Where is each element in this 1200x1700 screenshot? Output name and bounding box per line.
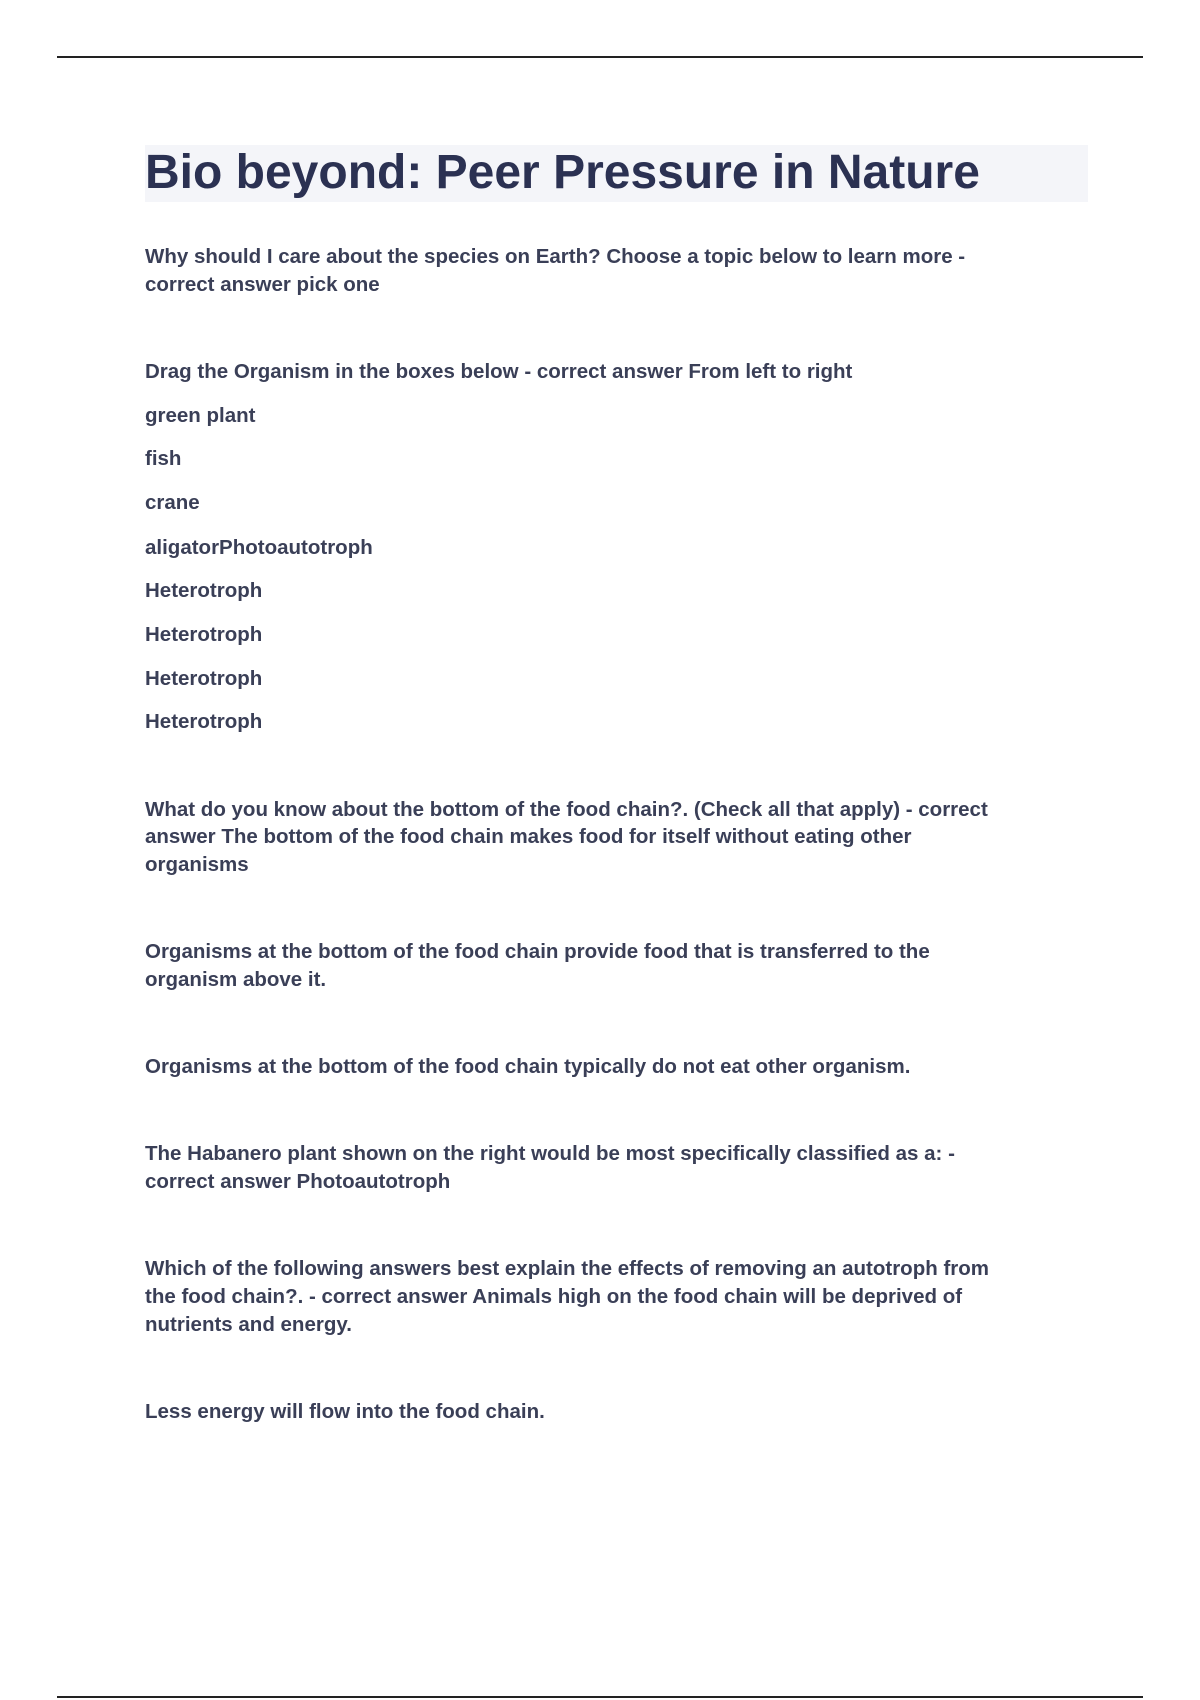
- organism-item: aligatorPhotoautotroph: [145, 536, 373, 559]
- organism-item: fish: [145, 447, 182, 470]
- q4-line-2: correct answer Photoautotroph: [145, 1170, 451, 1193]
- top-rule: [57, 56, 1143, 58]
- q5-line-3: nutrients and energy.: [145, 1313, 352, 1336]
- q4-line-1: The Habanero plant shown on the right would be most specifically classified as a: -: [145, 1142, 955, 1165]
- q3-line-1: What do you know about the bottom of the food chain?. (Check all that apply) - correct: [145, 798, 988, 821]
- q3-extra1-line-1: Organisms at the bottom of the food chain provide food that is transferred to the: [145, 940, 930, 963]
- organism-item: crane: [145, 491, 200, 514]
- q3-line-3: organisms: [145, 853, 249, 876]
- q5-line-2: the food chain?. - correct answer Animals high on the food chain will be deprived of: [145, 1285, 963, 1308]
- page-title: Bio beyond: Peer Pressure in Nature: [145, 146, 980, 199]
- q1-line-1: Why should I care about the species on Earth? Choose a topic below to learn more -: [145, 245, 966, 268]
- q3-line-2: answer The bottom of the food chain makes food for itself without eating other: [145, 825, 912, 848]
- q5-extra-line-1: Less energy will flow into the food chain.: [145, 1400, 545, 1423]
- organism-item: Heterotroph: [145, 667, 263, 690]
- q5-line-1: Which of the following answers best explain the effects of removing an autotroph from: [145, 1257, 989, 1280]
- q3-extra1-line-2: organism above it.: [145, 968, 327, 991]
- bottom-rule: [57, 1696, 1143, 1698]
- organism-item: green plant: [145, 404, 256, 427]
- q2-line-1: Drag the Organism in the boxes below - correct answer From left to right: [145, 360, 853, 383]
- organism-item: Heterotroph: [145, 579, 263, 602]
- organism-item: Heterotroph: [145, 623, 263, 646]
- organism-item: Heterotroph: [145, 710, 263, 733]
- q3-extra2-line-1: Organisms at the bottom of the food chain typically do not eat other organism.: [145, 1055, 911, 1078]
- q1-line-2: correct answer pick one: [145, 273, 380, 296]
